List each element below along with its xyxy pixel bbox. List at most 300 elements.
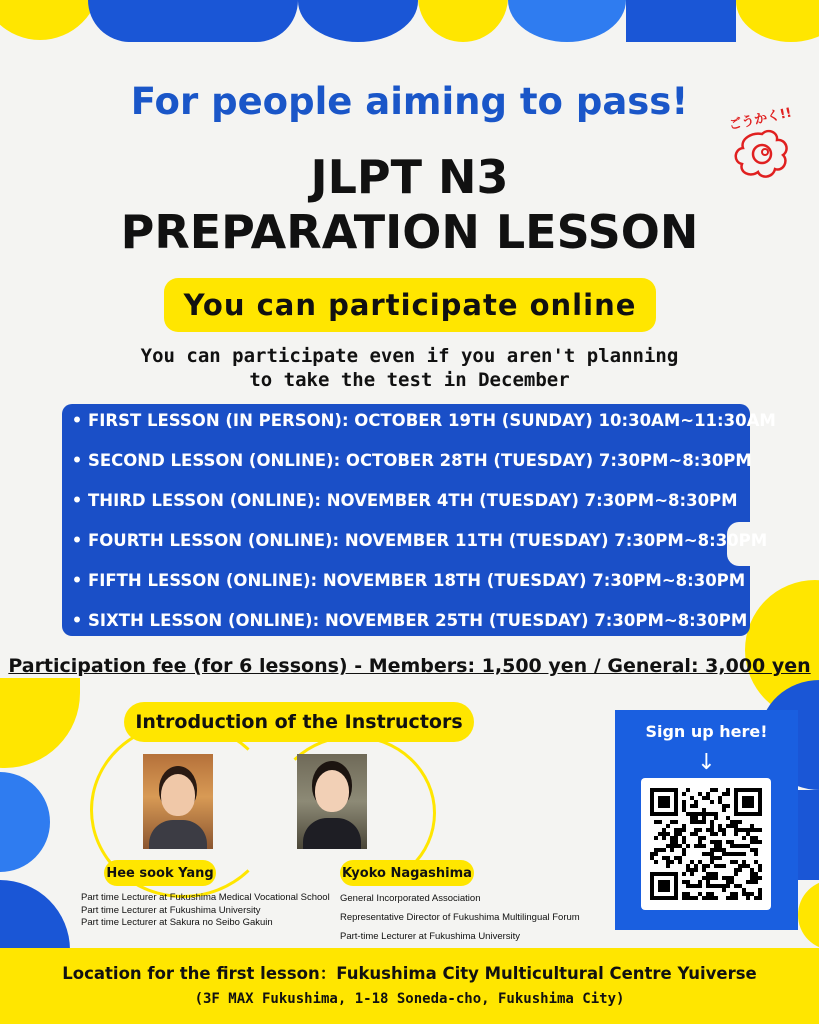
instructor-name-yang: Hee sook Yang xyxy=(104,860,216,886)
stamp-text: ごうかく!! xyxy=(727,105,794,134)
qr-module xyxy=(718,800,722,804)
qr-module xyxy=(750,876,754,880)
qr-module xyxy=(710,856,714,860)
qr-module xyxy=(650,856,654,860)
qr-module xyxy=(662,836,666,840)
qr-module xyxy=(710,832,714,836)
qr-module xyxy=(718,848,722,852)
qr-module xyxy=(742,864,746,868)
qr-module xyxy=(726,880,730,884)
deco-shape-top-1 xyxy=(0,0,100,40)
qr-finder-pattern xyxy=(742,796,754,808)
qr-module xyxy=(714,872,718,876)
qr-module xyxy=(726,840,730,844)
qr-module xyxy=(750,828,754,832)
qr-module xyxy=(670,848,674,852)
qr-module xyxy=(726,824,730,828)
qr-module xyxy=(682,792,686,796)
qr-module xyxy=(682,804,686,808)
bullet-icon: • xyxy=(71,411,83,430)
qr-module xyxy=(662,828,666,832)
qr-module xyxy=(694,816,698,820)
qr-module xyxy=(698,880,702,884)
instructor-silhouette xyxy=(161,774,195,816)
qr-module xyxy=(666,860,670,864)
qr-module xyxy=(742,828,746,832)
lesson-text: SECOND LESSON (ONLINE): OCTOBER 28TH (TUESDAY) 7:30PM~8:30PM xyxy=(88,451,752,470)
qr-module xyxy=(734,852,738,856)
qr-module xyxy=(718,884,722,888)
qr-module xyxy=(706,880,710,884)
signup-panel xyxy=(615,710,798,930)
deco-shape-right-4 xyxy=(798,880,819,950)
qr-module xyxy=(706,884,710,888)
qr-module xyxy=(694,800,698,804)
qr-module xyxy=(734,872,738,876)
qr-module xyxy=(710,820,714,824)
qr-module xyxy=(706,876,710,880)
qr-module xyxy=(698,884,702,888)
qr-module xyxy=(682,872,686,876)
qr-module xyxy=(742,860,746,864)
lesson-item xyxy=(66,401,776,441)
instructor-photo-nagashima xyxy=(297,754,367,849)
qr-module xyxy=(690,896,694,900)
qr-module xyxy=(694,884,698,888)
subtitle-line-2: to take the test in December xyxy=(249,369,570,391)
qr-module xyxy=(662,832,666,836)
instructor-photo-yang xyxy=(143,754,213,849)
qr-module xyxy=(742,892,746,896)
qr-module xyxy=(706,828,710,832)
qr-module xyxy=(682,824,686,828)
qr-module xyxy=(690,804,694,808)
qr-module xyxy=(722,884,726,888)
qr-module xyxy=(694,820,698,824)
qr-module xyxy=(734,824,738,828)
qr-module xyxy=(718,828,722,832)
qr-module xyxy=(702,836,706,840)
title-line-1: JLPT N3 xyxy=(310,150,509,204)
qr-module xyxy=(686,868,690,872)
qr-module xyxy=(718,844,722,848)
qr-module xyxy=(730,852,734,856)
qr-module xyxy=(746,892,750,896)
qr-module xyxy=(658,848,662,852)
qr-module xyxy=(702,812,706,816)
qr-module xyxy=(702,864,706,868)
qr-module xyxy=(710,788,714,792)
instructor-silhouette xyxy=(315,770,349,812)
qr-module xyxy=(698,844,702,848)
qr-module xyxy=(710,824,714,828)
qr-module xyxy=(690,868,694,872)
qr-module xyxy=(694,864,698,868)
instructor-bio-nagashima xyxy=(340,889,610,946)
qr-module xyxy=(738,828,742,832)
qr-module xyxy=(714,848,718,852)
qr-module xyxy=(734,868,738,872)
qr-module xyxy=(706,892,710,896)
qr-module xyxy=(686,892,690,896)
qr-module xyxy=(666,832,670,836)
qr-module xyxy=(750,880,754,884)
qr-module xyxy=(690,872,694,876)
qr-module xyxy=(706,872,710,876)
qr-module xyxy=(718,856,722,860)
bullet-icon: • xyxy=(71,491,83,510)
qr-module xyxy=(726,884,730,888)
qr-module xyxy=(670,844,674,848)
qr-module xyxy=(682,828,686,832)
bullet-icon: • xyxy=(71,571,83,590)
qr-module xyxy=(698,836,702,840)
qr-module xyxy=(682,840,686,844)
qr-module xyxy=(686,812,690,816)
online-badge: You can participate online xyxy=(164,278,656,332)
qr-module xyxy=(730,844,734,848)
qr-module xyxy=(706,812,710,816)
qr-module xyxy=(722,876,726,880)
qr-module xyxy=(758,888,762,892)
qr-module xyxy=(662,848,666,852)
qr-module xyxy=(710,800,714,804)
qr-module xyxy=(690,884,694,888)
qr-module xyxy=(738,864,742,868)
qr-module xyxy=(710,852,714,856)
qr-module xyxy=(714,788,718,792)
qr-module xyxy=(698,812,702,816)
instructor-bio-yang xyxy=(81,892,341,930)
qr-module xyxy=(714,896,718,900)
bio-line: Part time Lecturer at Fukushima University xyxy=(81,904,261,916)
qr-module xyxy=(706,796,710,800)
qr-module xyxy=(678,856,682,860)
deco-shape-top-3 xyxy=(208,0,298,42)
qr-module xyxy=(714,816,718,820)
qr-module xyxy=(746,844,750,848)
instructors-heading: Introduction of the Instructors xyxy=(124,702,474,742)
qr-module xyxy=(690,816,694,820)
qr-module xyxy=(702,808,706,812)
qr-finder-pattern xyxy=(658,796,670,808)
qr-module xyxy=(698,860,702,864)
qr-module xyxy=(726,852,730,856)
qr-module xyxy=(714,812,718,816)
qr-module xyxy=(702,876,706,880)
qr-module xyxy=(702,796,706,800)
qr-module xyxy=(758,864,762,868)
qr-module xyxy=(658,820,662,824)
qr-module xyxy=(730,824,734,828)
deco-shape-right-3 xyxy=(795,790,819,880)
qr-module xyxy=(722,808,726,812)
lesson-text: FIFTH LESSON (ONLINE): NOVEMBER 18TH (TUESDAY) 7:30PM~8:30PM xyxy=(88,571,746,590)
deco-shape-top-7 xyxy=(626,0,736,42)
qr-module xyxy=(722,888,726,892)
qr-module xyxy=(726,896,730,900)
qr-module xyxy=(730,876,734,880)
qr-module xyxy=(666,856,670,860)
qr-module xyxy=(710,840,714,844)
qr-module xyxy=(750,872,754,876)
qr-module xyxy=(674,840,678,844)
qr-module xyxy=(694,868,698,872)
qr-module xyxy=(674,856,678,860)
qr-module xyxy=(654,860,658,864)
qr-module xyxy=(694,896,698,900)
qr-module xyxy=(730,892,734,896)
subtitle-line-1: You can participate even if you aren't planning xyxy=(140,345,679,367)
qr-module xyxy=(686,788,690,792)
qr-module xyxy=(750,840,754,844)
qr-module xyxy=(742,852,746,856)
qr-module xyxy=(686,884,690,888)
qr-module xyxy=(666,864,670,868)
qr-module xyxy=(702,844,706,848)
signup-label: Sign up here! xyxy=(645,722,768,741)
qr-module xyxy=(714,856,718,860)
qr-module xyxy=(686,880,690,884)
lesson-item xyxy=(66,521,768,561)
qr-module xyxy=(758,892,762,896)
qr-module xyxy=(746,832,750,836)
qr-module xyxy=(694,812,698,816)
qr-module xyxy=(674,832,678,836)
qr-module xyxy=(722,864,726,868)
bio-line: General Incorporated Association xyxy=(340,893,481,904)
qr-module xyxy=(718,840,722,844)
qr-module xyxy=(706,864,710,868)
qr-module xyxy=(730,820,734,824)
qr-module xyxy=(734,860,738,864)
qr-module xyxy=(754,828,758,832)
qr-module xyxy=(754,876,758,880)
qr-module xyxy=(682,880,686,884)
qr-module xyxy=(726,804,730,808)
qr-module xyxy=(702,816,706,820)
qr-module xyxy=(746,880,750,884)
qr-module xyxy=(678,844,682,848)
qr-module xyxy=(678,832,682,836)
instructor-shoulders xyxy=(303,818,361,849)
deco-shape-left-1 xyxy=(0,678,80,768)
lesson-text: FIRST LESSON (IN PERSON): OCTOBER 19TH (SUNDAY) 10:30AM~11:30AM xyxy=(88,411,776,430)
qr-module xyxy=(746,896,750,900)
qr-module xyxy=(666,844,670,848)
qr-module xyxy=(722,792,726,796)
qr-module xyxy=(750,824,754,828)
down-arrow-icon: ↓ xyxy=(697,750,716,775)
qr-module xyxy=(678,860,682,864)
qr-module xyxy=(722,832,726,836)
qr-module xyxy=(754,860,758,864)
address-line: (3F MAX Fukushima, 1-18 Soneda-cho, Fukushima City) xyxy=(194,991,625,1007)
qr-module xyxy=(690,812,694,816)
footer xyxy=(0,948,819,1024)
qr-module xyxy=(710,812,714,816)
qr-code-icon xyxy=(650,788,762,900)
qr-module xyxy=(670,840,674,844)
qr-module xyxy=(734,832,738,836)
qr-module xyxy=(754,836,758,840)
qr-module xyxy=(746,828,750,832)
qr-module xyxy=(742,836,746,840)
qr-module xyxy=(654,848,658,852)
qr-module xyxy=(738,820,742,824)
qr-module xyxy=(670,836,674,840)
qr-module xyxy=(742,888,746,892)
qr-module xyxy=(750,848,754,852)
qr-module xyxy=(662,856,666,860)
lesson-schedule xyxy=(62,404,776,636)
qr-module xyxy=(750,836,754,840)
qr-module xyxy=(758,840,762,844)
lesson-item xyxy=(66,601,746,641)
qr-module xyxy=(702,868,706,872)
qr-module xyxy=(726,792,730,796)
bullet-icon: • xyxy=(71,451,83,470)
qr-module xyxy=(750,892,754,896)
bio-line: Part time Lecturer at Fukushima Medical Vocational School xyxy=(81,892,330,903)
lesson-item xyxy=(66,481,746,521)
location-line: Location for the first lesson：Fukushima City Multicultural Centre Yuiverse xyxy=(62,964,757,983)
lesson-item xyxy=(66,441,752,481)
deco-shape-top-5 xyxy=(418,0,508,42)
qr-module xyxy=(698,820,702,824)
qr-module xyxy=(694,828,698,832)
qr-module xyxy=(758,868,762,872)
qr-module xyxy=(682,896,686,900)
lesson-item xyxy=(66,561,746,601)
qr-module xyxy=(706,852,710,856)
lesson-text: SIXTH LESSON (ONLINE): NOVEMBER 25TH (TUESDAY) 7:30PM~8:30PM xyxy=(88,611,748,630)
qr-module xyxy=(694,804,698,808)
qr-module xyxy=(666,824,670,828)
qr-module xyxy=(686,864,690,868)
title-line-2: PREPARATION LESSON xyxy=(120,205,699,259)
qr-module xyxy=(682,800,686,804)
deco-shape-top-6 xyxy=(508,0,626,42)
qr-module xyxy=(714,884,718,888)
signup-qr-code[interactable] xyxy=(641,778,771,910)
bullet-icon: • xyxy=(71,531,83,550)
qr-module xyxy=(682,852,686,856)
qr-module xyxy=(722,852,726,856)
qr-module xyxy=(726,876,730,880)
qr-module xyxy=(674,836,678,840)
qr-module xyxy=(690,796,694,800)
qr-module xyxy=(722,828,726,832)
qr-module xyxy=(670,860,674,864)
qr-module xyxy=(730,880,734,884)
qr-finder-pattern xyxy=(658,880,670,892)
qr-module xyxy=(710,872,714,876)
qr-module xyxy=(758,896,762,900)
qr-module xyxy=(734,844,738,848)
qr-module xyxy=(730,896,734,900)
qr-module xyxy=(654,852,658,856)
qr-module xyxy=(722,804,726,808)
participation-fee: Participation fee (for 6 lessons) - Members: 1,500 yen / General: 3,000 yen xyxy=(8,655,811,677)
qr-module xyxy=(754,840,758,844)
qr-module xyxy=(754,848,758,852)
bio-line: Part time Lecturer at Sakura no Seibo Gakuin xyxy=(81,917,273,928)
qr-module xyxy=(694,844,698,848)
qr-module xyxy=(714,876,718,880)
deco-shape-left-2 xyxy=(0,772,50,872)
qr-module xyxy=(714,864,718,868)
qr-module xyxy=(714,844,718,848)
qr-module xyxy=(698,828,702,832)
qr-module xyxy=(702,852,706,856)
qr-module xyxy=(682,892,686,896)
qr-module xyxy=(710,828,714,832)
qr-module xyxy=(702,820,706,824)
instructor-shoulders xyxy=(149,820,207,849)
qr-module xyxy=(682,848,686,852)
qr-module xyxy=(654,836,658,840)
qr-module xyxy=(718,796,722,800)
lesson-text: THIRD LESSON (ONLINE): NOVEMBER 4TH (TUESDAY) 7:30PM~8:30PM xyxy=(88,491,738,510)
qr-module xyxy=(690,820,694,824)
qr-module xyxy=(714,832,718,836)
qr-module xyxy=(738,844,742,848)
qr-module xyxy=(738,884,742,888)
qr-module xyxy=(754,880,758,884)
headline: For people aiming to pass! xyxy=(130,80,689,123)
qr-module xyxy=(734,884,738,888)
qr-module xyxy=(710,884,714,888)
qr-module xyxy=(754,896,758,900)
deco-shape-top-4 xyxy=(298,0,418,42)
qr-module xyxy=(710,848,714,852)
qr-module xyxy=(654,820,658,824)
qr-module xyxy=(718,824,722,828)
qr-module xyxy=(710,876,714,880)
qr-module xyxy=(710,896,714,900)
qr-module xyxy=(726,788,730,792)
qr-module xyxy=(682,836,686,840)
qr-module xyxy=(674,820,678,824)
qr-module xyxy=(674,828,678,832)
qr-module xyxy=(734,828,738,832)
qr-module xyxy=(706,896,710,900)
qr-module xyxy=(754,852,758,856)
qr-module xyxy=(686,844,690,848)
lesson-text: FOURTH LESSON (ONLINE): NOVEMBER 11TH (TUESDAY) 7:30PM~8:30PM xyxy=(88,531,768,550)
qr-module xyxy=(650,852,654,856)
qr-module xyxy=(734,892,738,896)
qr-module xyxy=(738,852,742,856)
qr-module xyxy=(734,896,738,900)
qr-module xyxy=(698,892,702,896)
qr-module xyxy=(730,840,734,844)
qr-module xyxy=(758,828,762,832)
qr-module xyxy=(658,832,662,836)
qr-module xyxy=(698,792,702,796)
qr-module xyxy=(726,816,730,820)
qr-module xyxy=(734,820,738,824)
bullet-icon: • xyxy=(71,611,83,630)
qr-module xyxy=(738,868,742,872)
qr-module xyxy=(710,892,714,896)
qr-module xyxy=(698,840,702,844)
qr-module xyxy=(710,860,714,864)
qr-module xyxy=(722,848,726,852)
qr-module xyxy=(750,868,754,872)
qr-module xyxy=(718,864,722,868)
